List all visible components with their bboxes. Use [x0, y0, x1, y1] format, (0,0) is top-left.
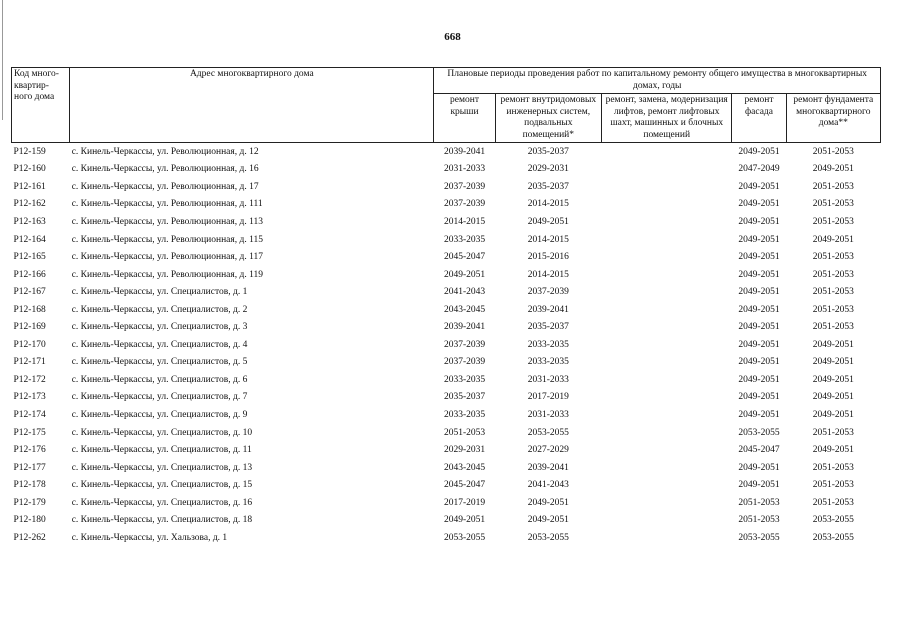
table-row — [12, 336, 881, 354]
cell-foundation: 2049-2051 — [812, 392, 854, 403]
cell-facade: 2049-2051 — [738, 322, 780, 333]
cell-address: с. Кинель-Черкассы, ул. Революционная, д. 113 — [71, 216, 263, 227]
cell-engineering: 2014-2015 — [527, 269, 569, 280]
cell-engineering: 2049-2051 — [527, 497, 569, 508]
cell-roof: 2031-2033 — [443, 164, 486, 175]
cell-lifts — [601, 406, 731, 424]
cell-foundation: 2053-2055 — [812, 515, 854, 526]
cell-roof: 2037-2039 — [443, 357, 486, 368]
cell-facade: 2051-2053 — [738, 515, 780, 526]
header-roof: ремонт крыши — [434, 94, 495, 143]
header-code: Код много-квартир-ного дома — [12, 68, 70, 143]
cell-lifts — [601, 389, 731, 407]
cell-lifts — [601, 196, 731, 214]
table-row — [12, 178, 881, 196]
table-row — [12, 459, 881, 477]
cell-code: P12-166 — [13, 269, 46, 280]
cell-engineering: 2014-2015 — [527, 234, 569, 245]
cell-engineering: 2031-2033 — [527, 374, 569, 385]
cell-code: P12-173 — [13, 392, 46, 403]
capital-repair-schedule-table — [11, 67, 881, 547]
cell-lifts — [601, 178, 731, 196]
cell-address: с. Кинель-Черкассы, ул. Хальзова, д. 1 — [71, 532, 228, 543]
cell-lifts — [601, 213, 731, 231]
cell-roof: 2037-2039 — [443, 181, 486, 192]
cell-code: P12-174 — [13, 409, 46, 420]
cell-facade: 2049-2051 — [738, 392, 780, 403]
cell-lifts — [601, 283, 731, 301]
table-row — [12, 389, 881, 407]
cell-roof: 2045-2047 — [443, 252, 486, 263]
cell-engineering: 2035-2037 — [527, 181, 569, 192]
cell-engineering: 2041-2043 — [527, 480, 569, 491]
cell-facade: 2049-2051 — [738, 181, 780, 192]
cell-engineering: 2031-2033 — [527, 409, 569, 420]
cell-engineering: 2033-2035 — [527, 357, 569, 368]
cell-foundation: 2051-2053 — [812, 216, 854, 227]
cell-code: P12-179 — [13, 497, 46, 508]
table-body — [12, 143, 881, 547]
cell-lifts — [601, 143, 731, 161]
cell-lifts — [601, 354, 731, 372]
table-row — [12, 354, 881, 372]
cell-code: P12-168 — [13, 304, 46, 315]
table-row — [12, 213, 881, 231]
cell-lifts — [601, 318, 731, 336]
table-row — [12, 494, 881, 512]
cell-engineering: 2033-2035 — [527, 339, 569, 350]
cell-roof: 2037-2039 — [443, 199, 486, 210]
cell-address: с. Кинель-Черкассы, ул. Специалистов, д. 4 — [71, 339, 248, 350]
table-header — [12, 68, 881, 143]
cell-code: P12-176 — [13, 445, 46, 456]
cell-lifts — [601, 266, 731, 284]
header-facade: ремонт фасада — [732, 94, 786, 143]
cell-foundation: 2049-2051 — [812, 409, 854, 420]
table-row — [12, 441, 881, 459]
cell-roof: 2045-2047 — [443, 480, 486, 491]
cell-foundation: 2049-2051 — [812, 339, 854, 350]
table-row — [12, 143, 881, 161]
cell-facade: 2049-2051 — [738, 146, 780, 157]
cell-foundation: 2051-2053 — [812, 181, 854, 192]
cell-code: P12-170 — [13, 339, 46, 350]
cell-address: с. Кинель-Черкассы, ул. Революционная, д. 119 — [71, 269, 263, 280]
table-row — [12, 161, 881, 179]
cell-address: с. Кинель-Черкассы, ул. Революционная, д. 17 — [71, 181, 259, 192]
cell-facade: 2049-2051 — [738, 409, 780, 420]
cell-roof: 2035-2037 — [443, 392, 486, 403]
cell-facade: 2053-2055 — [738, 427, 780, 438]
cell-address: с. Кинель-Черкассы, ул. Революционная, д. 12 — [71, 146, 259, 157]
cell-code: P12-159 — [13, 146, 46, 157]
table-row — [12, 529, 881, 547]
cell-address: с. Кинель-Черкассы, ул. Специалистов, д. 16 — [71, 497, 253, 508]
cell-roof: 2039-2041 — [443, 322, 486, 333]
table-row — [12, 301, 881, 319]
cell-roof: 2037-2039 — [443, 339, 486, 350]
cell-code: P12-172 — [13, 374, 46, 385]
cell-foundation: 2051-2053 — [812, 252, 854, 263]
cell-code: P12-262 — [13, 532, 46, 543]
cell-facade: 2051-2053 — [738, 497, 780, 508]
cell-address: с. Кинель-Черкассы, ул. Специалистов, д. 18 — [71, 515, 253, 526]
cell-foundation: 2049-2051 — [812, 357, 854, 368]
cell-lifts — [601, 511, 731, 529]
header-address: Адрес многоквартирного дома — [70, 68, 434, 143]
cell-address: с. Кинель-Черкассы, ул. Специалистов, д. 7 — [71, 392, 248, 403]
cell-foundation: 2049-2051 — [812, 234, 854, 245]
cell-address: с. Кинель-Черкассы, ул. Специалистов, д. 9 — [71, 409, 248, 420]
cell-roof: 2014-2015 — [443, 216, 486, 227]
cell-engineering: 2039-2041 — [527, 462, 569, 473]
cell-facade: 2049-2051 — [738, 216, 780, 227]
table-row — [12, 511, 881, 529]
cell-facade: 2049-2051 — [738, 339, 780, 350]
cell-roof: 2041-2043 — [443, 287, 486, 298]
cell-engineering: 2017-2019 — [527, 392, 569, 403]
cell-code: P12-177 — [13, 462, 46, 473]
cell-code: P12-180 — [13, 515, 46, 526]
cell-lifts — [601, 494, 731, 512]
table-row — [12, 318, 881, 336]
table-row — [12, 371, 881, 389]
cell-facade: 2049-2051 — [738, 374, 780, 385]
cell-code: P12-171 — [13, 357, 46, 368]
cell-address: с. Кинель-Черкассы, ул. Революционная, д. 115 — [71, 234, 263, 245]
cell-address: с. Кинель-Черкассы, ул. Революционная, д. 111 — [71, 199, 263, 210]
cell-engineering: 2027-2029 — [527, 445, 569, 456]
cell-facade: 2049-2051 — [738, 234, 780, 245]
cell-facade: 2049-2051 — [738, 252, 780, 263]
cell-engineering: 2035-2037 — [527, 146, 569, 157]
cell-roof: 2033-2035 — [443, 409, 486, 420]
cell-foundation: 2051-2053 — [812, 322, 854, 333]
table-row — [12, 266, 881, 284]
cell-foundation: 2051-2053 — [812, 304, 854, 315]
cell-foundation: 2051-2053 — [812, 462, 854, 473]
cell-facade: 2049-2051 — [738, 304, 780, 315]
cell-facade: 2049-2051 — [738, 462, 780, 473]
cell-address: с. Кинель-Черкассы, ул. Специалистов, д. 10 — [71, 427, 253, 438]
cell-engineering: 2049-2051 — [527, 216, 569, 227]
cell-code: P12-175 — [13, 427, 46, 438]
scan-margin-line — [2, 0, 3, 120]
header-engineering: ремонт внутридомовых инженерных систем, подвальных помещений* — [495, 94, 601, 143]
cell-facade: 2049-2051 — [738, 287, 780, 298]
header-periods-group: Плановые периоды проведения работ по капитальному ремонту общего имущества в многоквартирных домах, годы — [434, 68, 881, 94]
cell-address: с. Кинель-Черкассы, ул. Специалистов, д. 11 — [71, 445, 252, 456]
cell-foundation: 2051-2053 — [812, 497, 854, 508]
cell-lifts — [601, 161, 731, 179]
cell-lifts — [601, 371, 731, 389]
cell-code: P12-162 — [13, 199, 46, 210]
table-row — [12, 406, 881, 424]
page-number: 668 — [444, 31, 461, 43]
cell-code: P12-169 — [13, 322, 46, 333]
cell-facade: 2047-2049 — [738, 164, 780, 175]
cell-foundation: 2049-2051 — [812, 164, 854, 175]
cell-roof: 2043-2045 — [443, 462, 486, 473]
cell-address: с. Кинель-Черкассы, ул. Специалистов, д. 2 — [71, 304, 248, 315]
cell-engineering: 2039-2041 — [527, 304, 569, 315]
cell-lifts — [601, 476, 731, 494]
cell-address: с. Кинель-Черкассы, ул. Специалистов, д. 6 — [71, 374, 248, 385]
cell-foundation: 2053-2055 — [812, 532, 854, 543]
cell-roof: 2033-2035 — [443, 234, 486, 245]
cell-address: с. Кинель-Черкассы, ул. Революционная, д. 117 — [71, 252, 263, 263]
cell-foundation: 2051-2053 — [812, 480, 854, 491]
cell-lifts — [601, 231, 731, 249]
cell-foundation: 2051-2053 — [812, 269, 854, 280]
cell-code: P12-178 — [13, 480, 46, 491]
cell-address: с. Кинель-Черкассы, ул. Революционная, д. 16 — [71, 164, 259, 175]
cell-code: P12-161 — [13, 181, 46, 192]
cell-lifts — [601, 301, 731, 319]
cell-code: P12-160 — [13, 164, 46, 175]
cell-address: с. Кинель-Черкассы, ул. Специалистов, д. 13 — [71, 462, 253, 473]
cell-code: P12-167 — [13, 287, 46, 298]
cell-roof: 2033-2035 — [443, 374, 486, 385]
cell-engineering: 2037-2039 — [527, 287, 569, 298]
cell-facade: 2049-2051 — [738, 357, 780, 368]
cell-address: с. Кинель-Черкассы, ул. Специалистов, д. 1 — [71, 287, 248, 298]
cell-foundation: 2049-2051 — [812, 374, 854, 385]
header-foundation: ремонт фундамента многоквартирного дома** — [786, 94, 880, 143]
cell-foundation: 2051-2053 — [812, 427, 854, 438]
cell-roof: 2039-2041 — [443, 146, 486, 157]
cell-facade: 2045-2047 — [738, 445, 780, 456]
cell-address: с. Кинель-Черкассы, ул. Специалистов, д. 3 — [71, 322, 248, 333]
cell-engineering: 2014-2015 — [527, 199, 569, 210]
cell-lifts — [601, 441, 731, 459]
cell-roof: 2029-2031 — [443, 445, 486, 456]
cell-foundation: 2051-2053 — [812, 146, 854, 157]
table-row — [12, 283, 881, 301]
table-row — [12, 424, 881, 442]
cell-address: с. Кинель-Черкассы, ул. Специалистов, д. 5 — [71, 357, 248, 368]
cell-facade: 2049-2051 — [738, 480, 780, 491]
cell-roof: 2051-2053 — [443, 427, 486, 438]
cell-code: P12-165 — [13, 252, 46, 263]
table-row — [12, 196, 881, 214]
cell-code: P12-164 — [13, 234, 46, 245]
cell-foundation: 2049-2051 — [812, 445, 854, 456]
cell-facade: 2049-2051 — [738, 269, 780, 280]
cell-roof: 2049-2051 — [443, 515, 486, 526]
cell-lifts — [601, 529, 731, 547]
cell-lifts — [601, 424, 731, 442]
cell-facade: 2053-2055 — [738, 532, 780, 543]
cell-lifts — [601, 459, 731, 477]
cell-foundation: 2051-2053 — [812, 199, 854, 210]
cell-roof: 2049-2051 — [443, 269, 486, 280]
header-lifts: ремонт, замена, модернизация лифтов, ремонт лифтовых шахт, машинных и блочных помещений — [601, 94, 731, 143]
cell-lifts — [601, 248, 731, 266]
cell-engineering: 2029-2031 — [527, 164, 569, 175]
cell-facade: 2049-2051 — [738, 199, 780, 210]
cell-roof: 2043-2045 — [443, 304, 486, 315]
cell-roof: 2053-2055 — [443, 532, 486, 543]
table-row — [12, 231, 881, 249]
cell-engineering: 2053-2055 — [527, 532, 569, 543]
cell-engineering: 2053-2055 — [527, 427, 569, 438]
table-row — [12, 248, 881, 266]
cell-engineering: 2035-2037 — [527, 322, 569, 333]
cell-code: P12-163 — [13, 216, 46, 227]
cell-foundation: 2051-2053 — [812, 287, 854, 298]
cell-engineering: 2015-2016 — [527, 252, 569, 263]
cell-address: с. Кинель-Черкассы, ул. Специалистов, д. 15 — [71, 480, 253, 491]
cell-roof: 2017-2019 — [443, 497, 486, 508]
cell-lifts — [601, 336, 731, 354]
table-row — [12, 476, 881, 494]
cell-engineering: 2049-2051 — [527, 515, 569, 526]
